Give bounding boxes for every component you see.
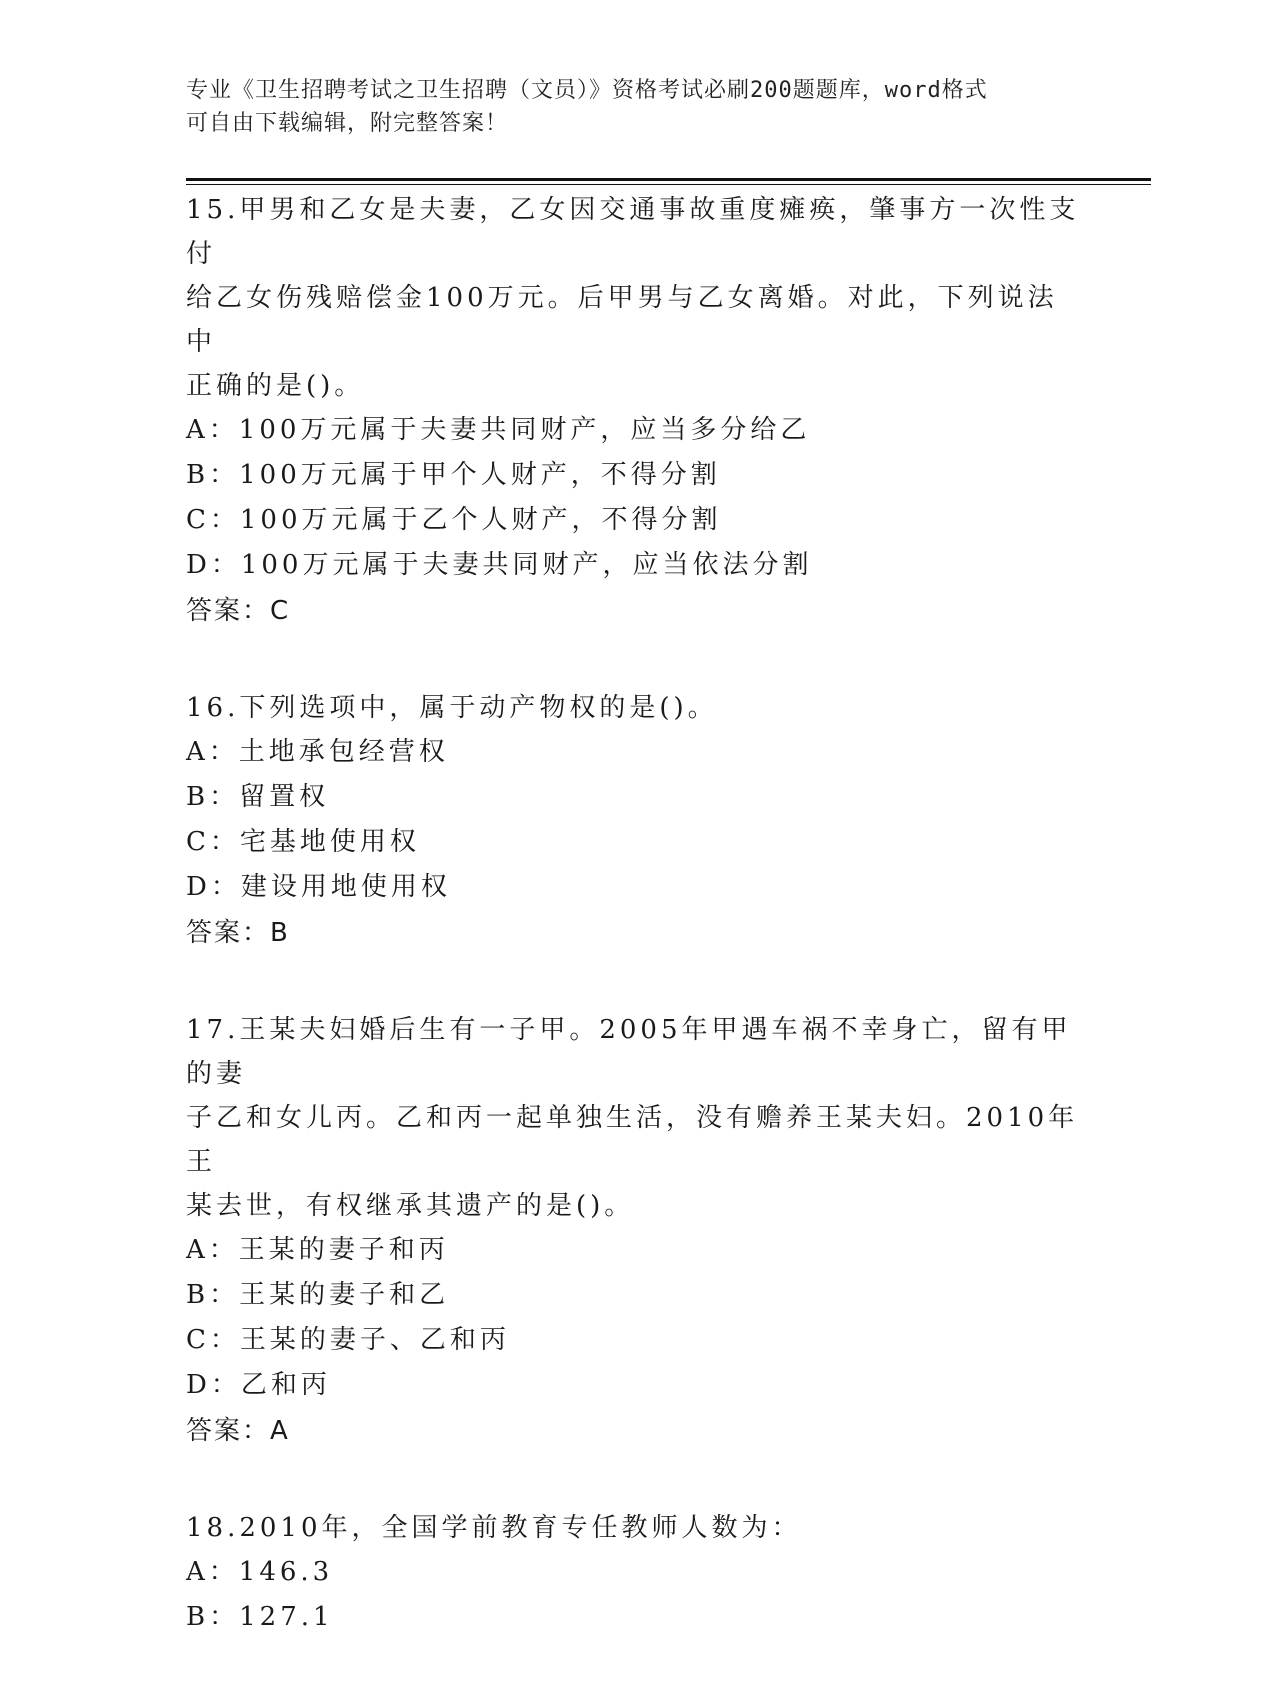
option-d: D：建设用地使用权 xyxy=(186,872,451,902)
question-text-line: 18.2010年，全国学前教育专任教师人数为： xyxy=(186,1513,802,1543)
question-18 xyxy=(186,1506,1086,1640)
question-16 xyxy=(186,686,1086,956)
question-15 xyxy=(186,188,1086,634)
option-a: A：100万元属于夫妻共同财产，应当多分给乙 xyxy=(186,415,811,445)
option-c: C：100万元属于乙个人财产，不得分割 xyxy=(186,505,722,535)
question-text-line: 正确的是()。 xyxy=(186,371,365,401)
option-d: D：乙和丙 xyxy=(186,1370,331,1400)
question-17 xyxy=(186,1008,1086,1454)
option-a: A：土地承包经营权 xyxy=(186,737,449,767)
question-text-line: 子乙和女儿丙。乙和丙一起单独生活，没有赡养王某夫妇。2010年王 xyxy=(186,1103,1079,1177)
document-header xyxy=(186,74,1066,140)
header-divider-thick xyxy=(186,178,1151,181)
option-d: D：100万元属于夫妻共同财产，应当依法分割 xyxy=(186,550,813,580)
option-a: A：王某的妻子和丙 xyxy=(186,1235,449,1265)
option-b: B：100万元属于甲个人财产，不得分割 xyxy=(186,460,721,490)
header-line-1: 专业《卫生招聘考试之卫生招聘（文员）》资格考试必刷200题题库，word格式 xyxy=(186,78,988,103)
header-line-2: 可自由下载编辑，附完整答案！ xyxy=(186,111,509,136)
question-list xyxy=(186,188,1086,1692)
option-b: B：127.1 xyxy=(186,1602,334,1632)
option-b: B：王某的妻子和乙 xyxy=(186,1280,450,1310)
question-text-line: 16.下列选项中，属于动产物权的是()。 xyxy=(186,693,718,723)
option-a: A：146.3 xyxy=(186,1557,334,1587)
question-text-line: 给乙女伤残赔偿金100万元。后甲男与乙女离婚。对此，下列说法中 xyxy=(186,283,1058,357)
option-b: B：留置权 xyxy=(186,782,330,812)
answer: 答案：A xyxy=(186,1416,290,1446)
option-c: C：王某的妻子、乙和丙 xyxy=(186,1325,510,1355)
option-c: C：宅基地使用权 xyxy=(186,827,420,857)
question-text-line: 15.甲男和乙女是夫妻，乙女因交通事故重度瘫痪，肇事方一次性支付 xyxy=(186,195,1080,269)
question-text-line: 某去世，有权继承其遗产的是()。 xyxy=(186,1191,635,1221)
answer: 答案：C xyxy=(186,596,291,626)
question-text-line: 17.王某夫妇婚后生有一子甲。2005年甲遇车祸不幸身亡，留有甲的妻 xyxy=(186,1015,1072,1089)
answer: 答案：B xyxy=(186,918,290,948)
header-divider-thin xyxy=(186,184,1151,185)
